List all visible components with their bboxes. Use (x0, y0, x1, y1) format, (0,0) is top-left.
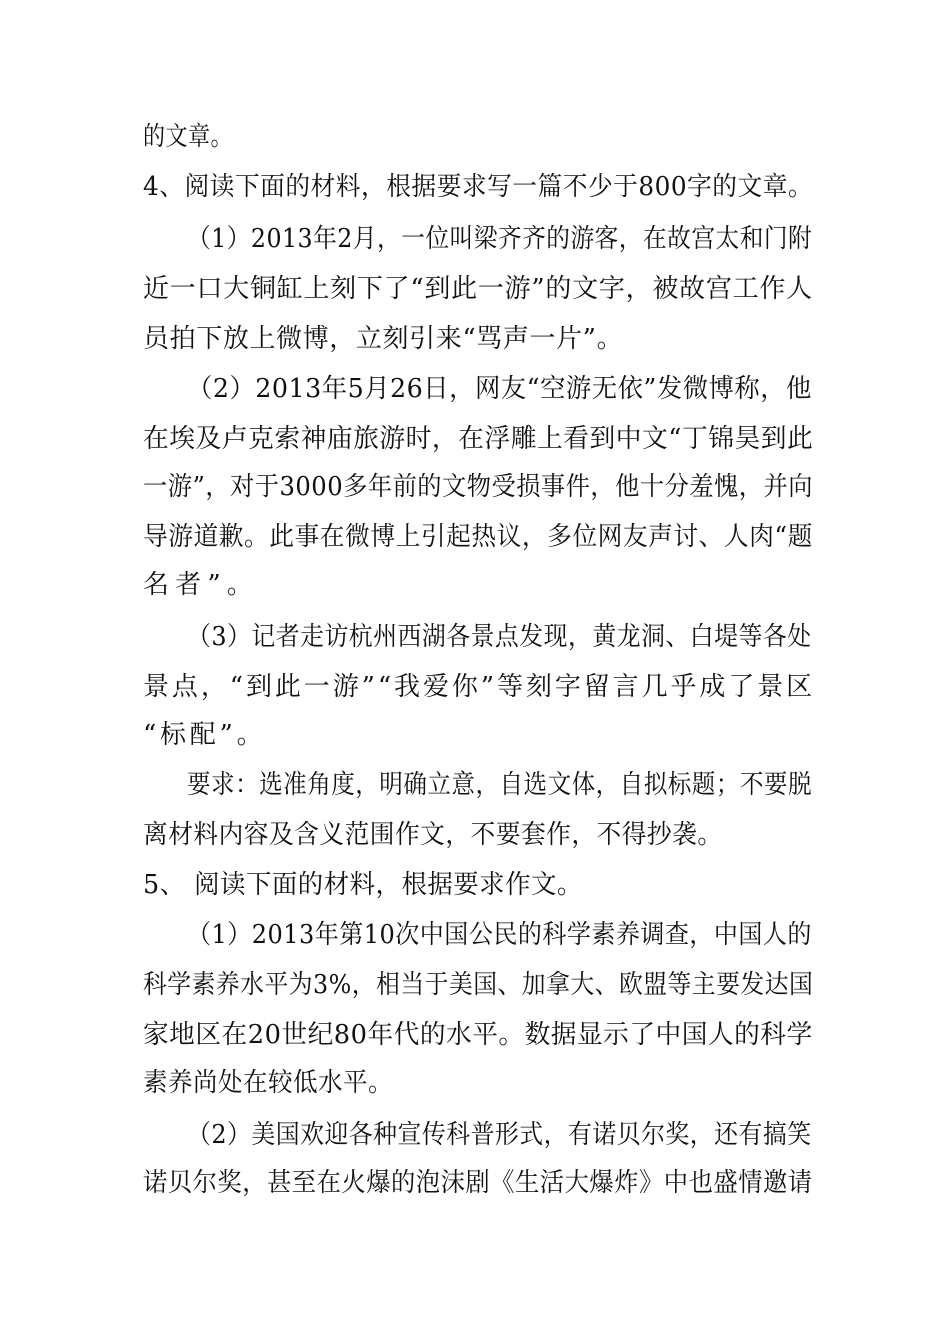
material-3-line: “标配”。 (143, 720, 267, 750)
material-1-line: 素养尚处在较低水平。 (143, 1068, 394, 1098)
material-1-line: 近一口大铜缸上刻下了“到此一游”的文字，被故宫工作人 (143, 274, 813, 304)
material-2-line: 导游道歉。此事在微博上引起热议，多位网友声讨、人肉“题 (143, 522, 813, 552)
material-2-line: 一游”，对于3000多年前的文物受损事件，他十分羞愧，并向 (143, 472, 813, 502)
question-5-heading: 5、 阅读下面的材料，根据要求作文。 (143, 870, 583, 900)
material-2-line: 在埃及卢克索神庙旅游时，在浮雕上看到中文“丁锦昊到此 (143, 424, 814, 454)
material-1-line: 家地区在20世纪80年代的水平。数据显示了中国人的科学 (143, 1020, 813, 1050)
text-line: 的文章。 (143, 122, 234, 152)
material-3-line: 景点，“到此一游”“我爱你”等刻字留言几乎成了景区 (143, 672, 816, 702)
question-4-heading: 4、阅读下面的材料，根据要求写一篇不少于800字的文章。 (143, 172, 814, 202)
material-1-line: （1）2013年第10次中国公民的科学素养调查，中国人的 (187, 920, 812, 950)
material-2-line: 名者”。 (143, 570, 259, 600)
material-2-line: 诺贝尔奖，甚至在火爆的泡沫剧《生活大爆炸》中也盛情邀请 (143, 1168, 813, 1198)
material-1-line: 科学素养水平为3%，相当于美国、加拿大、欧盟等主要发达国 (143, 970, 814, 1000)
material-3-line: （3）记者走访杭州西湖各景点发现，黄龙洞、白堤等各处 (187, 622, 812, 652)
requirements-line: 要求：选准角度，明确立意，自选文体，自拟标题；不要脱 (187, 770, 813, 800)
material-2-line: （2）美国欢迎各种宣传科普形式，有诺贝尔奖，还有搞笑 (187, 1120, 812, 1150)
material-2-line: （2）2013年5月26日，网友“空游无依”发微博称，他 (187, 374, 812, 404)
requirements-line: 离材料内容及含义范围作文，不要套作，不得抄袭。 (143, 820, 723, 850)
material-1-line: （1）2013年2月，一位叫梁齐齐的游客，在故宫太和门附 (187, 224, 813, 254)
material-1-line: 员拍下放上微博，立刻引来“骂声一片”。 (143, 324, 624, 354)
